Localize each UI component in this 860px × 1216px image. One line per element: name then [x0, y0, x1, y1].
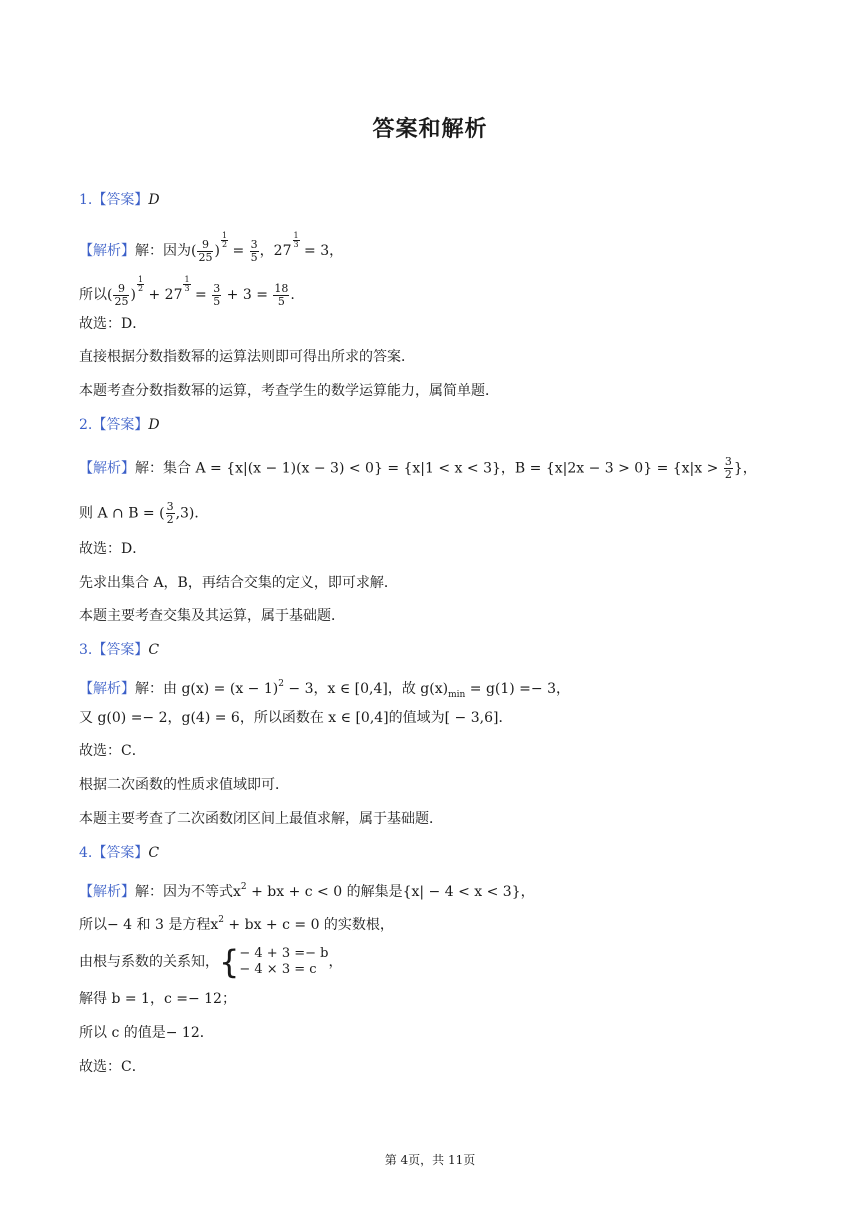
q2-answer: D [148, 417, 160, 433]
q1-comment: 本题考查分数指数幂的运算，考查学生的数学运算能力，属简单题． [79, 383, 499, 399]
q4-answer-line: 4.【答案】C [79, 845, 160, 861]
q2-choice: 故选：D． [79, 541, 147, 557]
q4-analysis-line4: 解得 b = 1，c =− 12； [79, 991, 236, 1007]
analysis-label: 【解析】 [79, 243, 135, 259]
q4-analysis-line5: 所以 c 的值是− 12． [79, 1025, 214, 1041]
q4-choice: 故选：C． [79, 1059, 146, 1075]
q2-analysis-line1: 【解析】解：集合 A = {x|(x − 1)(x − 3) < 0} = {x|1 < x < 3}，B = {x|2x − 3 > 0} = {x|x > $\frac{3}{2}$ }， [79, 455, 757, 481]
q3-choice: 故选：C． [79, 743, 146, 759]
q3-answer: C [148, 642, 160, 658]
q1-method: 直接根据分数指数幂的运算法则即可得出所求的答案． [79, 349, 415, 365]
q3-analysis-line1: 【解析】解：由 $g(x) = (x - 1)^2 - 3$，x ∈ [0,4]，故 $g(x)_{min} = g(1) =- 3$， [79, 679, 571, 700]
q1-analysis-line1: 【解析】解：因为( $\frac{9}{25}$ ) $\frac{1}{2}$ = $\frac{3}{5}$ ，27 $\frac{1}{3}$ = 3， [79, 231, 344, 264]
answer-label: 【答案】 [92, 192, 149, 208]
q1-answer: D [148, 192, 160, 208]
q4-analysis-line3: 由根与系数的关系知，{ − 4 + 3 =− b − 4 × 3 = c ， [79, 943, 343, 981]
page-title: 答案和解析 [372, 117, 488, 142]
page-footer: 第 4页，共 11页 [384, 1153, 476, 1167]
analysis-label: 【解析】 [79, 884, 135, 900]
answer-label: 【答案】 [92, 417, 149, 433]
q2-comment: 本题主要考查交集及其运算，属于基础题． [79, 608, 345, 624]
q1-analysis-line2: 所以( $\frac{9}{25}$ ) $\frac{1}{2}$ + 27 $\frac{1}{3}$ = $\frac{3}{5}$ + 3 = $\frac{18}{5}$ . [79, 275, 295, 308]
q1-choice: 故选：D． [79, 316, 147, 332]
answer-label: 【答案】 [92, 642, 149, 658]
q3-comment: 本题主要考查了二次函数闭区间上最值求解，属于基础题． [79, 811, 443, 827]
q4-analysis-line2: 所以− 4 和 3 是方程$x^2$ + bx + c = 0 的实数根， [79, 915, 394, 933]
q3-method: 根据二次函数的性质求值域即可． [79, 777, 289, 793]
q4-analysis-line1: 【解析】解：因为不等式$x^2$ + bx + c < 0 的解集是{x| − 4 < x < 3}， [79, 882, 535, 900]
q1-number: 1. [79, 192, 93, 208]
q3-answer-line: 3.【答案】C [79, 642, 160, 658]
q3-analysis-line2: 又 g(0) =− 2，g(4) = 6，所以函数在 x ∈ [0,4]的值域为[ − 3,6]． [79, 710, 513, 726]
q4-answer: C [148, 845, 160, 861]
analysis-label: 【解析】 [79, 681, 135, 697]
q2-method: 先求出集合 A，B，再结合交集的定义，即可求解． [79, 575, 398, 591]
analysis-label: 【解析】 [79, 460, 135, 477]
q2-answer-line: 2.【答案】D [79, 417, 160, 433]
answer-label: 【答案】 [92, 845, 149, 861]
q2-analysis-line2: 则 A ∩ B = ( $\frac{3}{2}$ ,3)． [79, 500, 209, 526]
q1-answer-line [79, 190, 160, 210]
